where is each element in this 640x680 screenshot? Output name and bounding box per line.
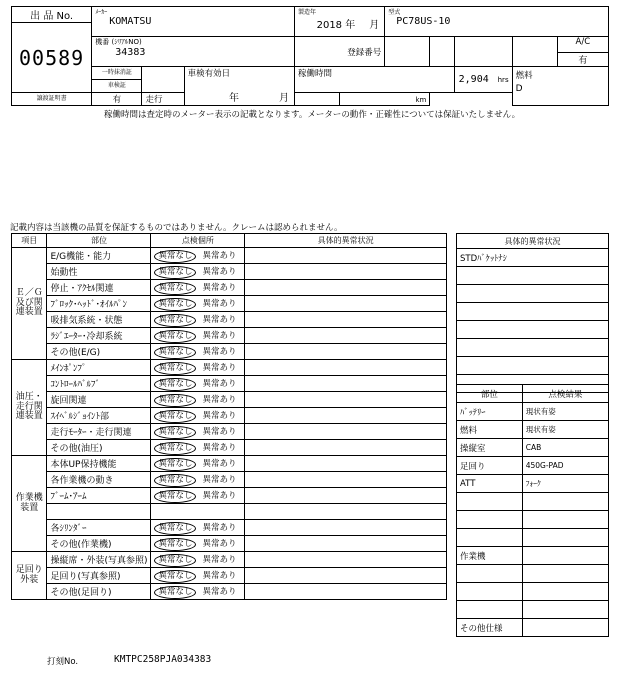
part-name: 走行ﾓｰﾀｰ・走行関連 [47,424,151,440]
detail-cell [245,264,447,280]
detail-cell [245,392,447,408]
detail-cell [245,520,447,536]
category-label: 油圧・走行関連装置 [12,360,47,456]
category-label: 作業機装置 [12,456,47,552]
result-value [522,565,608,583]
inspection-row [12,376,447,392]
quality-disclaimer: 記載内容は当該機の品質を保証するものではありません。クレームは認められません。 [10,223,343,233]
issue-option[interactable]: 異常あり [202,410,237,421]
detail-cell [245,280,447,296]
issue-option[interactable]: 異常あり [202,490,237,501]
result-part [457,583,523,601]
result-value [522,619,608,637]
detail-cell [245,296,447,312]
stamp-label: 打刻No. [47,657,79,667]
detail-cell [245,472,447,488]
year-value: 2018 年 [316,20,356,31]
no-issue-option[interactable]: 異常なし [154,314,196,327]
month-label: 月 [369,20,380,31]
fuel-value: D [515,84,523,94]
inspection-row [12,296,447,312]
part-name: ｺﾝﾄﾛｰﾙﾊﾞﾙﾌﾞ [47,376,151,392]
part-name: ﾒｲﾝﾎﾟﾝﾌﾟ [47,360,151,376]
serial-label: 機番 (ｼﾘｱﾙNO) [95,38,142,46]
col-check-header: 点検個所 [151,234,245,248]
result-value: 450G-PAD [522,457,608,475]
expiry-year: 年 [228,93,239,104]
part-name: その他(油圧) [47,440,151,456]
inspection-row [12,504,447,520]
result-row [457,601,609,619]
issue-option[interactable]: 異常あり [202,458,237,469]
mileage-label: 走行 [145,95,163,105]
inspection-row [12,536,447,552]
part-name: ｽｲﾍﾞﾙｼﾞｮｲﾝﾄ部 [47,408,151,424]
part-name: 吸排気系統・状態 [47,312,151,328]
stamp-value: KMTPC258PJA034383 [114,654,212,665]
result-row [457,583,609,601]
hours-unit: hrs [497,76,509,84]
inspection-row [12,488,447,504]
check-status [151,424,245,440]
issue-option[interactable]: 異常あり [202,570,237,581]
inspection-row [12,264,447,280]
check-status [151,584,245,600]
issue-option[interactable]: 異常あり [202,282,237,293]
issue-option[interactable]: 異常あり [202,586,237,597]
inspection-row [12,280,447,296]
check-status [151,504,245,520]
no-issue-option[interactable]: 異常なし [154,362,196,375]
serial-value: 34383 [115,47,146,58]
detail-cell [245,552,447,568]
part-name: ﾗｼﾞｴｰﾀｰ･冷却系統 [47,328,151,344]
inspection-row [12,456,447,472]
part-name: 旋回関連 [47,392,151,408]
check-status [151,360,245,376]
detail-cell [245,408,447,424]
issue-option[interactable]: 異常あり [202,298,237,309]
result-part: ﾊﾞｯﾃﾘｰ [457,403,523,421]
check-status [151,488,245,504]
ac-value: 有 [557,53,608,67]
no-issue-option[interactable]: 異常なし [154,282,196,295]
issue-option[interactable]: 異常あり [202,394,237,405]
issue-option[interactable]: 異常あり [202,346,237,357]
result-part: 操縦室 [457,439,523,457]
hours-label: 稼働時間 [297,69,332,79]
abnormal-notes-table [456,233,609,393]
detail-cell [245,248,447,264]
issue-option[interactable]: 異常あり [202,266,237,277]
no-issue-option[interactable]: 異常なし [154,346,196,359]
part-name: その他(足回り) [47,584,151,600]
issue-option[interactable]: 異常あり [202,442,237,453]
no-issue-option[interactable]: 異常なし [154,490,196,503]
check-status [151,344,245,360]
part-name: その他(作業機) [47,536,151,552]
no-issue-option[interactable]: 異常なし [154,298,196,311]
notes-header: 具体的異常状況 [457,234,609,249]
inspection-row [12,328,447,344]
item-no-label: 出 品 No. [12,7,92,23]
mileage-unit: km [415,96,427,104]
check-status [151,440,245,456]
result-row [457,439,609,457]
detail-cell [245,424,447,440]
check-status [151,568,245,584]
detail-cell [245,568,447,584]
detail-cell [245,376,447,392]
check-status [151,408,245,424]
model-label: 型式 [388,9,401,16]
issue-option[interactable]: 異常あり [202,522,237,533]
result-value: CAB [522,439,608,457]
hours-value: 2,904 [458,74,489,85]
result-row [457,421,609,439]
result-row [457,475,609,493]
inspection-row [12,424,447,440]
maker-value: KOMATSU [109,16,152,27]
registration-label: 登録番号 [294,37,384,67]
hours-disclaimer: 稼働時間は査定時のメーター表示の記載となります。メーターの動作・正確性については保証いたしません。 [104,110,521,120]
year-label: 製造年 [297,9,316,16]
detail-cell [245,312,447,328]
detail-cell [245,584,447,600]
note-line [457,321,609,339]
result-value [522,493,608,511]
check-status [151,472,245,488]
inspection-row [12,440,447,456]
note-line: STDﾊﾞｹｯﾄﾅｼ [457,249,609,267]
model-value: PC78US-10 [396,16,451,27]
result-row [457,547,609,565]
part-name: 操縦席・外装(写真参照) [47,552,151,568]
no-issue-option[interactable]: 異常なし [154,426,196,439]
issue-option[interactable]: 異常あり [202,426,237,437]
part-name: 始動性 [47,264,151,280]
vehicle-info-table [11,6,609,106]
inspection-row [12,408,447,424]
part-name: 足回り(写真参照) [47,568,151,584]
result-row [457,493,609,511]
transfer-value: 有 [92,93,142,106]
note-line [457,303,609,321]
result-value: ﾌｫｰｸ [522,475,608,493]
inspection-row [12,472,447,488]
result-part [457,601,523,619]
issue-option[interactable]: 異常あり [202,362,237,373]
no-issue-option[interactable]: 異常なし [154,538,196,551]
issue-option[interactable]: 異常あり [202,250,237,261]
result-value [522,529,608,547]
note-line [457,267,609,285]
results-result-header: 点検結果 [522,385,608,403]
result-value: 現状有姿 [522,421,608,439]
detail-cell [245,344,447,360]
expiry-month: 月 [278,93,289,104]
issue-option[interactable]: 異常あり [202,554,237,565]
inspection-row [12,568,447,584]
no-issue-option[interactable]: 異常なし [154,442,196,455]
col-part-header: 部位 [47,234,151,248]
col-item-header: 項目 [12,234,47,248]
no-issue-option[interactable]: 異常なし [154,458,196,471]
result-value [522,583,608,601]
result-value [522,547,608,565]
no-issue-option[interactable]: 異常なし [154,586,196,599]
issue-option[interactable]: 異常あり [202,330,237,341]
result-row [457,529,609,547]
transfer-label: 譲渡証明書 [12,93,92,106]
result-row [457,619,609,637]
result-row [457,403,609,421]
check-status [151,296,245,312]
result-part [457,529,523,547]
issue-option[interactable]: 異常あり [202,474,237,485]
ac-label: A/C [557,37,608,53]
no-issue-option[interactable]: 異常なし [154,570,196,583]
note-line [457,339,609,357]
detail-cell [245,536,447,552]
result-row [457,457,609,475]
check-status [151,520,245,536]
detail-cell [245,504,447,520]
detail-cell [245,440,447,456]
note-line [457,285,609,303]
part-name: ﾌﾞﾛｯｸ･ﾍｯﾄﾞ･ｵｲﾙﾊﾟﾝ [47,296,151,312]
results-part-header: 部位 [457,385,523,403]
check-status [151,248,245,264]
part-name: その他(E/G) [47,344,151,360]
result-value [522,601,608,619]
no-issue-option[interactable]: 異常なし [154,330,196,343]
inspection-results-table [456,384,609,637]
inspection-row [12,312,447,328]
check-status [151,392,245,408]
result-part: 燃料 [457,421,523,439]
expiry-label: 車検有効日 [187,69,231,79]
no-issue-option[interactable]: 異常なし [154,266,196,279]
col-detail-header: 具体的異常状況 [245,234,447,248]
note-line [457,357,609,375]
result-part [457,511,523,529]
check-status [151,328,245,344]
shaken-label: 車検証 [92,80,142,93]
part-name: 本体UP保持機能 [47,456,151,472]
fuel-label: 燃料 [515,71,533,81]
detail-cell [245,360,447,376]
result-value [522,511,608,529]
no-issue-option[interactable]: 異常なし [154,554,196,567]
result-part [457,493,523,511]
category-label: Ｅ／Ｇ及び関連装置 [12,248,47,360]
part-name [47,504,151,520]
result-value: 現状有姿 [522,403,608,421]
result-part: ATT [457,475,523,493]
result-part: 足回り [457,457,523,475]
detail-cell [245,328,447,344]
check-status [151,264,245,280]
no-issue-option[interactable]: 異常なし [154,378,196,391]
check-status [151,456,245,472]
part-name: 各ｼﾘﾝﾀﾞｰ [47,520,151,536]
inspection-row [12,584,447,600]
result-part: 作業機 [457,547,523,565]
inspection-table [11,233,447,600]
maker-label: ﾒｰｶｰ [95,9,108,16]
no-issue-option[interactable]: 異常なし [154,522,196,535]
no-issue-option[interactable]: 異常なし [154,410,196,423]
result-row [457,511,609,529]
check-status [151,376,245,392]
check-status [151,552,245,568]
inspection-row [12,552,447,568]
check-status [151,280,245,296]
part-name: 各作業機の動き [47,472,151,488]
item-no-value: 00589 [12,23,92,93]
temp-cancel-label: 一時抹消証 [92,67,142,80]
no-issue-option[interactable]: 異常なし [154,250,196,263]
detail-cell [245,488,447,504]
issue-option[interactable]: 異常あり [202,378,237,389]
result-row [457,565,609,583]
inspection-row [12,344,447,360]
inspection-row [12,520,447,536]
category-label: 足回り外装 [12,552,47,600]
no-issue-option[interactable]: 異常なし [154,394,196,407]
inspection-row [12,248,447,264]
check-status [151,312,245,328]
part-name: ﾌﾞｰﾑ･ｱｰﾑ [47,488,151,504]
inspection-row [12,392,447,408]
detail-cell [245,456,447,472]
no-issue-option[interactable]: 異常なし [154,474,196,487]
check-status [151,536,245,552]
inspection-row [12,360,447,376]
issue-option[interactable]: 異常あり [202,538,237,549]
issue-option[interactable]: 異常あり [202,314,237,325]
result-part [457,565,523,583]
part-name: E/G機能・能力 [47,248,151,264]
result-part: その他仕様 [457,619,523,637]
part-name: 停止・ｱｸｾﾙ関連 [47,280,151,296]
